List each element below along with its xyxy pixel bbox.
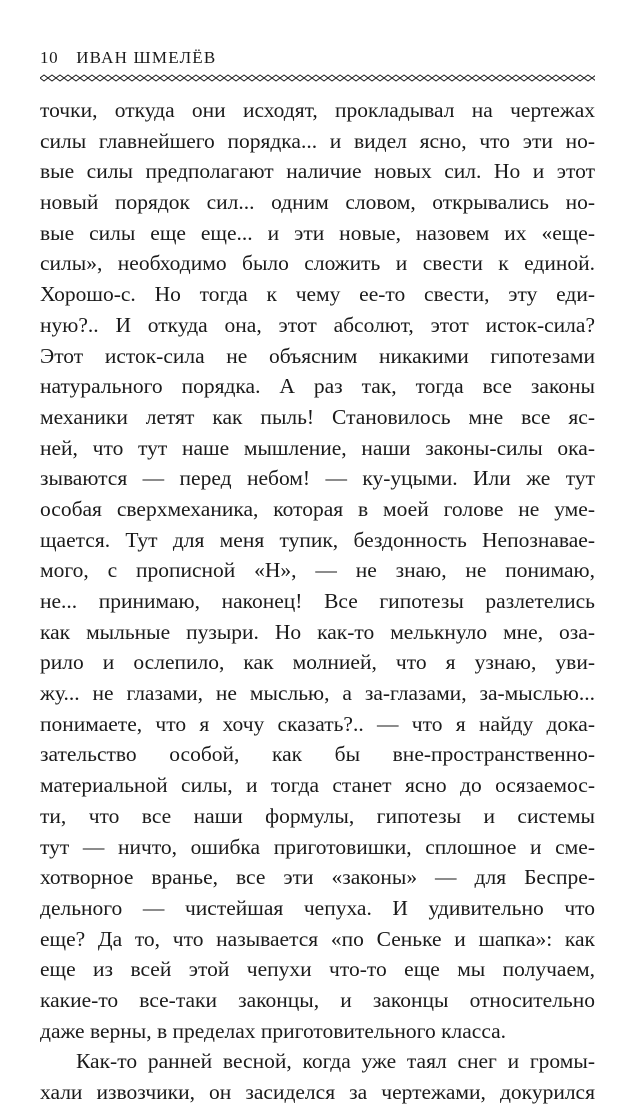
text-line: зываются — перед небом! — ку-уцыми. Или же тут: [40, 466, 595, 491]
text-line: тут — ничто, ошибка приготовишки, сплошное и сме-: [40, 834, 595, 859]
text-line: хали извозчики, он засиделся за чертежами, докурился: [40, 1080, 595, 1104]
text-line: еще из всей этой чепухи что-то еще мы получаем,: [40, 957, 595, 982]
ornamental-rule: [40, 74, 595, 82]
text-line: какие-то все-таки законцы, и законцы относительно: [40, 987, 595, 1012]
author-name: ИВАН ШМЕЛЁВ: [76, 48, 217, 67]
text-line: материальной силы, и тогда станет ясно до осязаемос-: [40, 773, 595, 798]
text-line: Этот исток-сила не объясним никакими гипотезами: [40, 343, 595, 368]
text-line: особая сверхмеханика, которая в моей голове не уме-: [40, 496, 595, 521]
text-line: ней, что тут наше мышление, наши законы-силы ока-: [40, 435, 595, 460]
text-line: силы главнейшего порядка... и видел ясно, что эти но-: [40, 128, 595, 153]
text-line: не... принимаю, наконец! Все гипотезы разлетелись: [40, 589, 595, 613]
paragraph-first-line: Как-то ранней весной, когда уже таял снег и громы-: [76, 1049, 595, 1074]
page-number: 10: [40, 48, 59, 67]
text-line: новый порядок сил... одним словом, открывались но-: [40, 190, 595, 215]
text-line: точки, откуда они исходят, прокладывал на чертежах: [40, 98, 595, 122]
text-line: еще? Да то, что называется «по Сеньке и шапка»: как: [40, 926, 595, 951]
text-line: вые силы предполагают наличие новых сил. Но и этот: [40, 159, 595, 184]
text-line: натурального порядка. А раз так, тогда все законы: [40, 374, 595, 399]
text-line: мого, с прописной «Н», — не знаю, не понимаю,: [40, 558, 595, 583]
body-text: [40, 95, 595, 1108]
text-line: механики летят как пыль! Становилось мне все яс-: [40, 404, 595, 429]
text-line: как мыльные пузыри. Но как-то мелькнуло мне, оза-: [40, 619, 595, 644]
text-line: дельного — чистейшая чепуха. И удивительно что: [40, 895, 595, 920]
text-line: даже верны, в пределах приготовительного класса.: [40, 1018, 507, 1043]
text-line: зательство особой, как бы вне-пространственно-: [40, 742, 595, 767]
text-line: щается. Тут для меня тупик, бездонность Непознавае-: [40, 527, 595, 552]
text-line: ти, что все наши формулы, гипотезы и системы: [40, 803, 595, 828]
text-line: рило и ослепило, как молнией, что я узнаю, уви-: [40, 650, 595, 675]
text-line: хотворное вранье, все эти «законы» — для Беспре-: [40, 865, 595, 890]
text-line: вые силы еще еще... и эти новые, назовем их «еще-: [40, 220, 595, 245]
running-head: [40, 48, 216, 70]
text-line: Хорошо-с. Но тогда к чему ее-то свести, эту еди-: [40, 282, 595, 307]
text-line: понимаете, что я хочу сказать?.. — что я найду дока-: [40, 711, 595, 736]
text-line: жу... не глазами, не мыслью, а за-глазами, за-мыслью...: [40, 681, 595, 706]
text-line: силы», необходимо было сложить и свести к единой.: [40, 251, 595, 276]
text-line: ную?.. И откуда она, этот абсолют, этот исток-сила?: [40, 312, 595, 337]
